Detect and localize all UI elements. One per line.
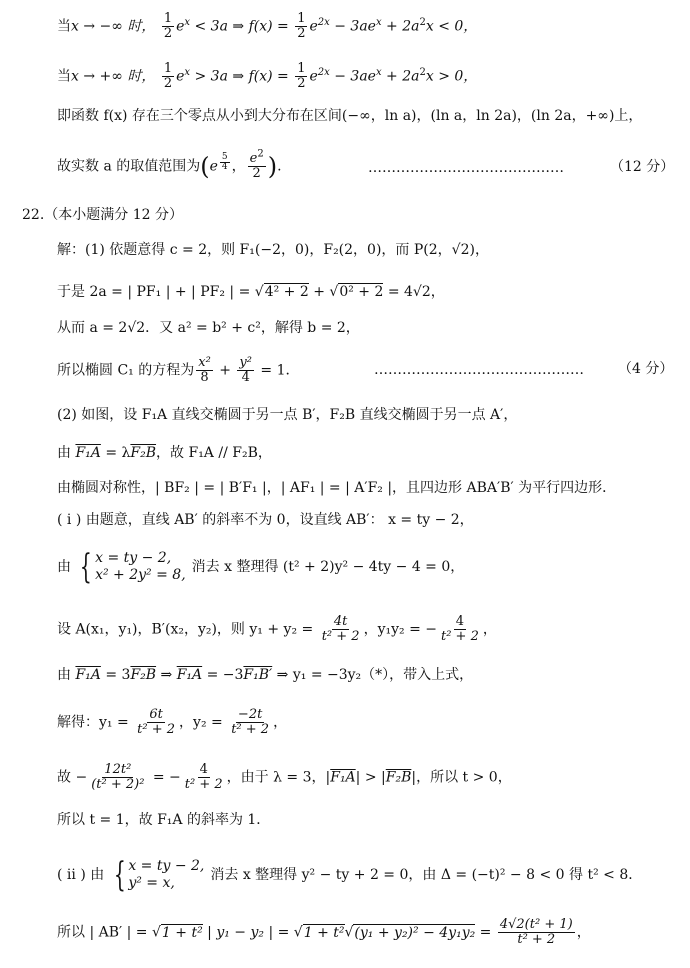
score-dots: ……………………………………… — [374, 362, 584, 378]
step-11: 由 F₁A = 3F₂B ⇒ F₁A = −3F₁B′ ⇒ y₁ = −3y₂（*），带入上式， — [57, 667, 474, 683]
equation-system: { x = ty − 2, y² = x, — [113, 855, 205, 895]
step-14: 所以 t = 1，故 F₁A 的斜率为 1． — [57, 812, 271, 828]
step-9: 由 { x = ty − 2, x² + 2y² = 8, 消去 x 整理得 (t² + 2)y² − 4ty − 4 = 0， — [57, 547, 465, 587]
score-dots: …………………………………… — [368, 160, 564, 176]
step-10: 设 A(x₁，y₁)，B′(x₂，y₂)，则 y₁ + y₂ = $\frac{4t}{\text{t² + 2}}$ ，y₁y₂ = − $\frac{4}{\text{t² + 2}}$ ， — [57, 614, 497, 644]
step-8: ( i ) 由题意，直线 AB′ 的斜率不为 0，设直线 AB′： x = ty − 2， — [57, 512, 474, 528]
step-3: 从而 a = 2√2．又 a² = b² + c²，解得 b = 2， — [57, 320, 360, 336]
step-4: 所以椭圆 C₁ 的方程为 $\frac{\text{x²}}{8}$ + $\frac{\text{y²}}{4}$ = 1． — [57, 355, 300, 385]
equation-system: { x = ty − 2, x² + 2y² = 8, — [80, 547, 186, 587]
line-zero-intervals: 即函数 f(x) 存在三个零点从小到大分布在区间(−∞，ln a)，(ln a，ln 2a)，(ln 2a，+∞)上， — [57, 108, 643, 124]
step-15: ( ii ) 由 { x = ty − 2, y² = x, 消去 x 整理得 y² − ty + 2 = 0，由 Δ = (−t)² − 8 < 0 得 t² < 8． — [57, 855, 643, 895]
line-limit-neg: 当x → −∞ 时， $\frac{1}{2}$ $e^x < 3a$ ⇒ f(x) = $\frac{1}{2}$ $e^{2x} - 3ae^x + 2a^2x < 0$， — [57, 11, 478, 41]
line-range-a: 故实数 a 的取值范围为(e $^{\frac{5}{4}}$ ， $\frac{e^2}{2}$ ). — [57, 148, 282, 181]
step-12: 解得：y₁ = $\frac{6t}{\text{t² + 2}}$ ，y₂ = $\frac{-2t}{\text{t² + 2}}$ ， — [57, 707, 288, 737]
fraction: $\frac{1}{2}$ — [163, 11, 173, 41]
line-limit-pos: 当x → +∞ 时， $\frac{1}{2}$ $e^x > 3a$ ⇒ f(x) = $\frac{1}{2}$ $e^{2x} - 3ae^x + 2a^2x > 0$， — [57, 61, 478, 91]
step-7: 由椭圆对称性，| BF₂ | = | B′F₁ |，| AF₁ | = | A′F₂ |，且四边形 ABA′B′ 为平行四边形． — [57, 480, 617, 496]
step-13: 故 − $\frac{\text{12t²}}{\text{(t² + 2)²}}$ = − $\frac{4}{\text{t² + 2}}$ ，由于 λ = 3，|F₁A| > |F₂B|，所以 t > 0， — [57, 762, 512, 792]
score-4: （4 分） — [618, 361, 674, 377]
step-1: 解：(1) 依题意得 c = 2，则 F₁(−2，0)，F₂(2，0)，而 P(2，√2)， — [57, 242, 489, 258]
score-12: （12 分） — [610, 159, 675, 175]
question-22-header: 22.（本小题满分 12 分） — [22, 207, 183, 223]
step-2: 于是 2a = | PF₁ | + | PF₂ | = √4² + 2 + √0² + 2 = 4√2， — [57, 284, 445, 300]
step-16: 所以 | AB′ | = √1 + t² | y₁ − y₂ | = √1 + t²√(y₁ + y₂)² − 4y₁y₂ = $\frac{\text{4√2(t² + 1)}}{\text{t² + 2}}$ ， — [57, 917, 591, 947]
step-6: 由 F₁A = λF₂B，故 F₁A // F₂B， — [57, 445, 272, 461]
step-5: (2) 如图，设 F₁A 直线交椭圆于另一点 B′，F₂B 直线交椭圆于另一点 A′， — [57, 407, 518, 423]
